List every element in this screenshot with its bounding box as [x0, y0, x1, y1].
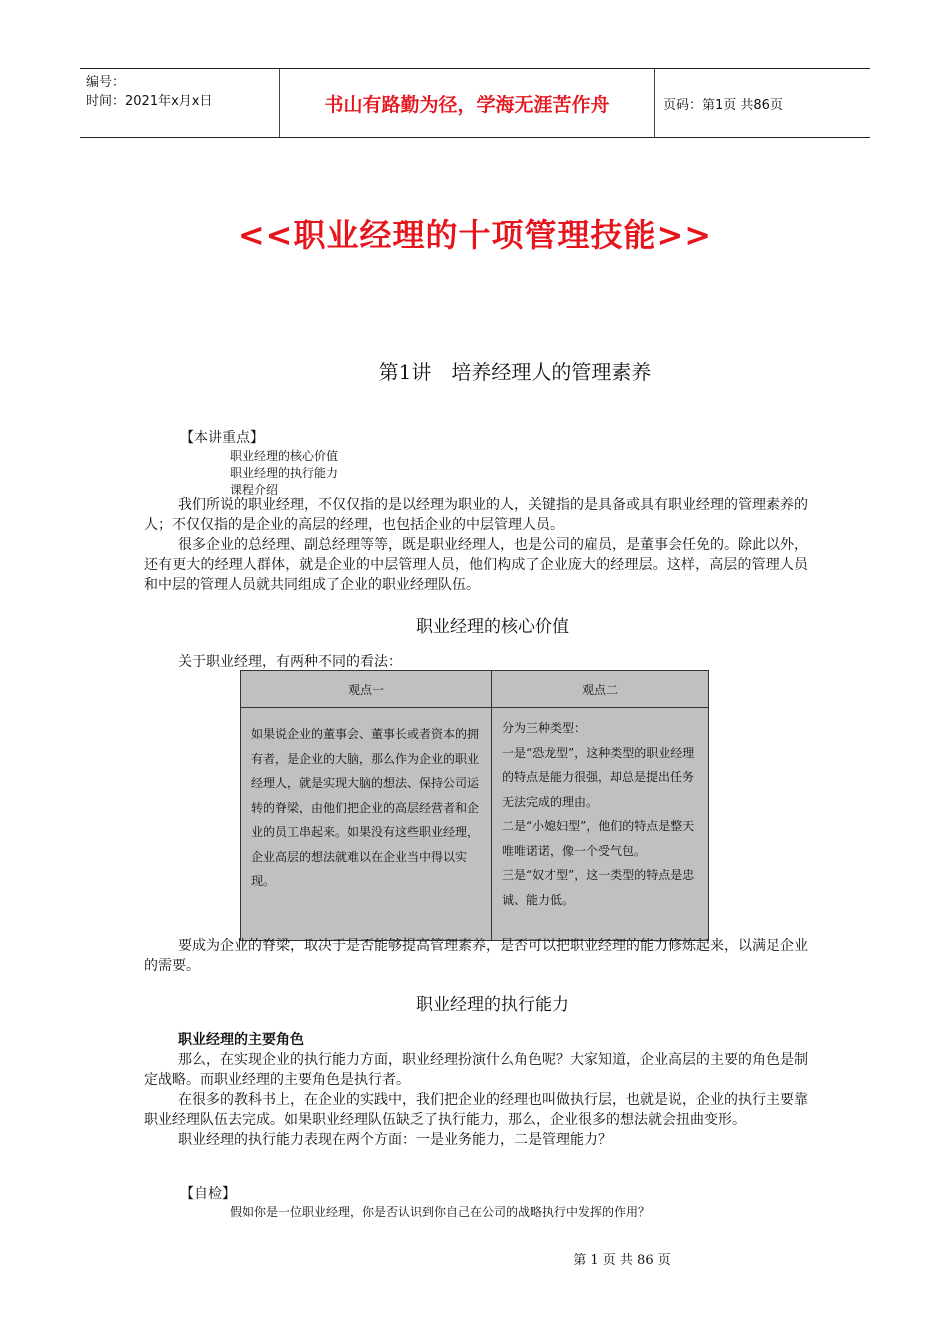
- table-header-view2: 观点二: [492, 671, 709, 708]
- header-meta: [80, 69, 280, 137]
- section1-lead: 关于职业经理，有两种不同的看法：: [178, 654, 402, 670]
- paragraph: 职业经理的执行能力表现在两个方面：一是业务能力，二是管理能力？: [178, 1132, 612, 1148]
- header-page-info: 页码：第1页 共86页: [663, 97, 783, 113]
- paragraph: 要成为企业的脊梁，取决于是否能够提高管理素养，是否可以把职业经理的能力修炼起来，以满足企业的需要。: [144, 938, 808, 974]
- intro-paragraph: 我们所说的职业经理，不仅仅指的是以经理为职业的人，关键指的是具备或具有职业经理的管理素养的人；不仅仅指的是企业的高层的经理，也包括企业的中层管理人员。: [144, 497, 808, 533]
- number-label: 编号：: [86, 75, 126, 90]
- section2-body: [144, 1030, 808, 1150]
- key-point-item: 职业经理的核心价值: [230, 449, 339, 463]
- intro-paragraph: 很多企业的总经理、副总经理等等，既是职业经理人，也是公司的雇员，是董事会任免的。除此以外，还有更大的经理人群体，就是企业的中层管理人员，他们构成了企业庞大的经理层。这样，高层的管理人员和中层的管理人员就共同组成了企业的职业经理队伍。: [144, 537, 808, 593]
- view2-line: 三是“奴才型”，这一类型的特点是忠诚、能力低。: [502, 868, 695, 907]
- views-table: [240, 670, 709, 941]
- time-label: 时间：2021年x月x日: [86, 94, 213, 109]
- self-check-heading: 【自检】: [180, 1186, 236, 1202]
- paragraph: 在很多的教科书上，在企业的实践中，我们把企业的经理也叫做执行层，也就是说，企业的执行主要靠职业经理队伍去完成。如果职业经理队伍缺乏了执行能力，那么，企业很多的想法就会扭曲变形。: [144, 1092, 808, 1128]
- key-point-item: 课程介绍: [230, 483, 279, 497]
- view2-line: 一是“恐龙型”，这种类型的职业经理的特点是能力很强，却总是提出任务无法完成的理由。: [502, 745, 695, 809]
- section-heading: 职业经理的核心价值: [416, 617, 569, 637]
- self-check-question: 假如你是一位职业经理，你是否认识到你自己在公司的战略执行中发挥的作用？: [230, 1205, 651, 1219]
- view2-line: 分为三种类型：: [502, 721, 587, 735]
- page-header: [80, 68, 870, 138]
- section1-after: [144, 936, 808, 976]
- table-cell-view2: [492, 708, 709, 941]
- self-check: [180, 1184, 844, 1221]
- page-footer: 第 1 页 共 86 页: [573, 1253, 671, 1268]
- lecture-title: 第1讲 培养经理人的管理素养: [378, 360, 652, 384]
- document-title: <<职业经理的十项管理技能>>: [237, 216, 713, 254]
- key-point-item: 职业经理的执行能力: [230, 466, 339, 480]
- section-heading: 职业经理的执行能力: [416, 995, 569, 1015]
- table-cell-view1: 如果说企业的董事会、董事长或者资本的拥有者，是企业的大脑，那么作为企业的职业经理人，就是实现大脑的想法、保持公司运转的脊梁，由他们把企业的高层经营者和企业的员工串起来。如果没有这些职业经理，企业高层的想法就难以在企业当中得以实现。: [241, 708, 492, 941]
- header-motto: 书山有路勤为径，学海无涯苦作舟: [280, 69, 655, 137]
- key-points: [180, 428, 480, 499]
- intro-section: [144, 495, 808, 595]
- paragraph: 那么，在实现企业的执行能力方面，职业经理扮演什么角色呢？大家知道，企业高层的主要的角色是制定战略。而职业经理的主要角色是执行者。: [144, 1052, 808, 1088]
- key-points-heading: 【本讲重点】: [180, 430, 264, 446]
- table-header-view1: 观点一: [241, 671, 492, 708]
- view2-line: 二是“小媳妇型”，他们的特点是整天唯唯诺诺，像一个受气包。: [502, 819, 695, 858]
- sub-heading: 职业经理的主要角色: [178, 1032, 304, 1048]
